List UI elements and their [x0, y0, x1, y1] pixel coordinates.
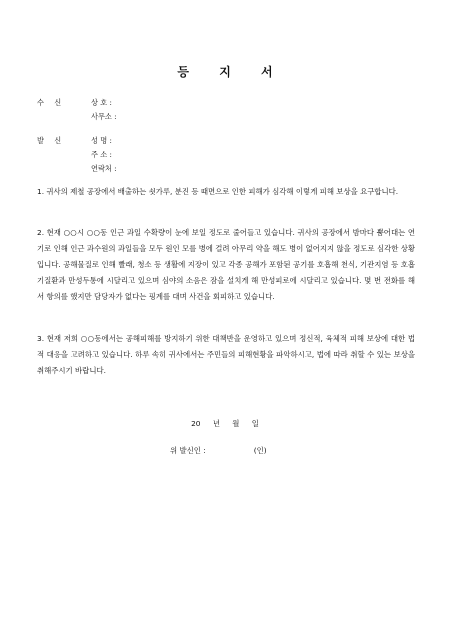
paragraph-3: 3. 현재 저희 ○○동에서는 공해피해를 방지하기 위한 대책반을 운영하고 있으며 정신적, 육체적 피해 보상에 대한 법적 대응을 고려하고 있습니다. 하루 속히 귀사에서는 주민들의 피해현황을 파악하시고, 법에 따라 취할 수 있는 보상을 취해주시기 바랍니다. [37, 334, 415, 376]
seal-mark: (인) [253, 446, 267, 455]
recipient-label: 수 신 [37, 98, 66, 107]
sender-name-field: 성 명 : [91, 136, 112, 145]
document-title: 등 지 서 [177, 65, 286, 79]
sender-address-field: 주 소 : [91, 150, 112, 159]
paragraph-2: 2. 현재 ○○시 ○○동 인근 과일 수확량이 눈에 보일 정도로 줄어들고 있습니다. 귀사의 공장에서 밤마다 뿜어대는 연기로 인해 인근 과수원의 과일들을 모두 원인 모를 병에 걸려 아무리 약을 해도 병이 없어지지 않을 정도로 심각한 상황입니다. 공해물질로 인해 빨래, 청소 등 생활에 지장이 있고 각종 공해가 포함된 공기를 호흡해 천식, 기관지염 등 호흡기질환과 만성두통에 시달리고 있으며 심야의 소음은 잠을 설치게 해 만성피로에 시달리고 있습니다. 몇 번 전화를 해서 항의를 했지만 담당자가 없다는 핑계를 대며 사건을 회피하고 있습니다. [37, 228, 415, 302]
sender-label: 발 신 [37, 136, 66, 145]
signature-label: 위 발신인 : [170, 446, 206, 455]
date-line: 20 년 월 일 [191, 419, 259, 428]
paragraph-1: 1. 귀사의 제철 공장에서 배출하는 쇳가루, 분진 등 때면으로 인한 피해가 심각해 이렇게 피해 보상을 요구합니다. [37, 187, 399, 196]
sender-contact-field: 연락처 : [91, 164, 117, 173]
signature-line [170, 445, 267, 456]
recipient-office-field: 사무소 : [91, 112, 117, 121]
recipient-company-field: 상 호 : [91, 98, 112, 107]
